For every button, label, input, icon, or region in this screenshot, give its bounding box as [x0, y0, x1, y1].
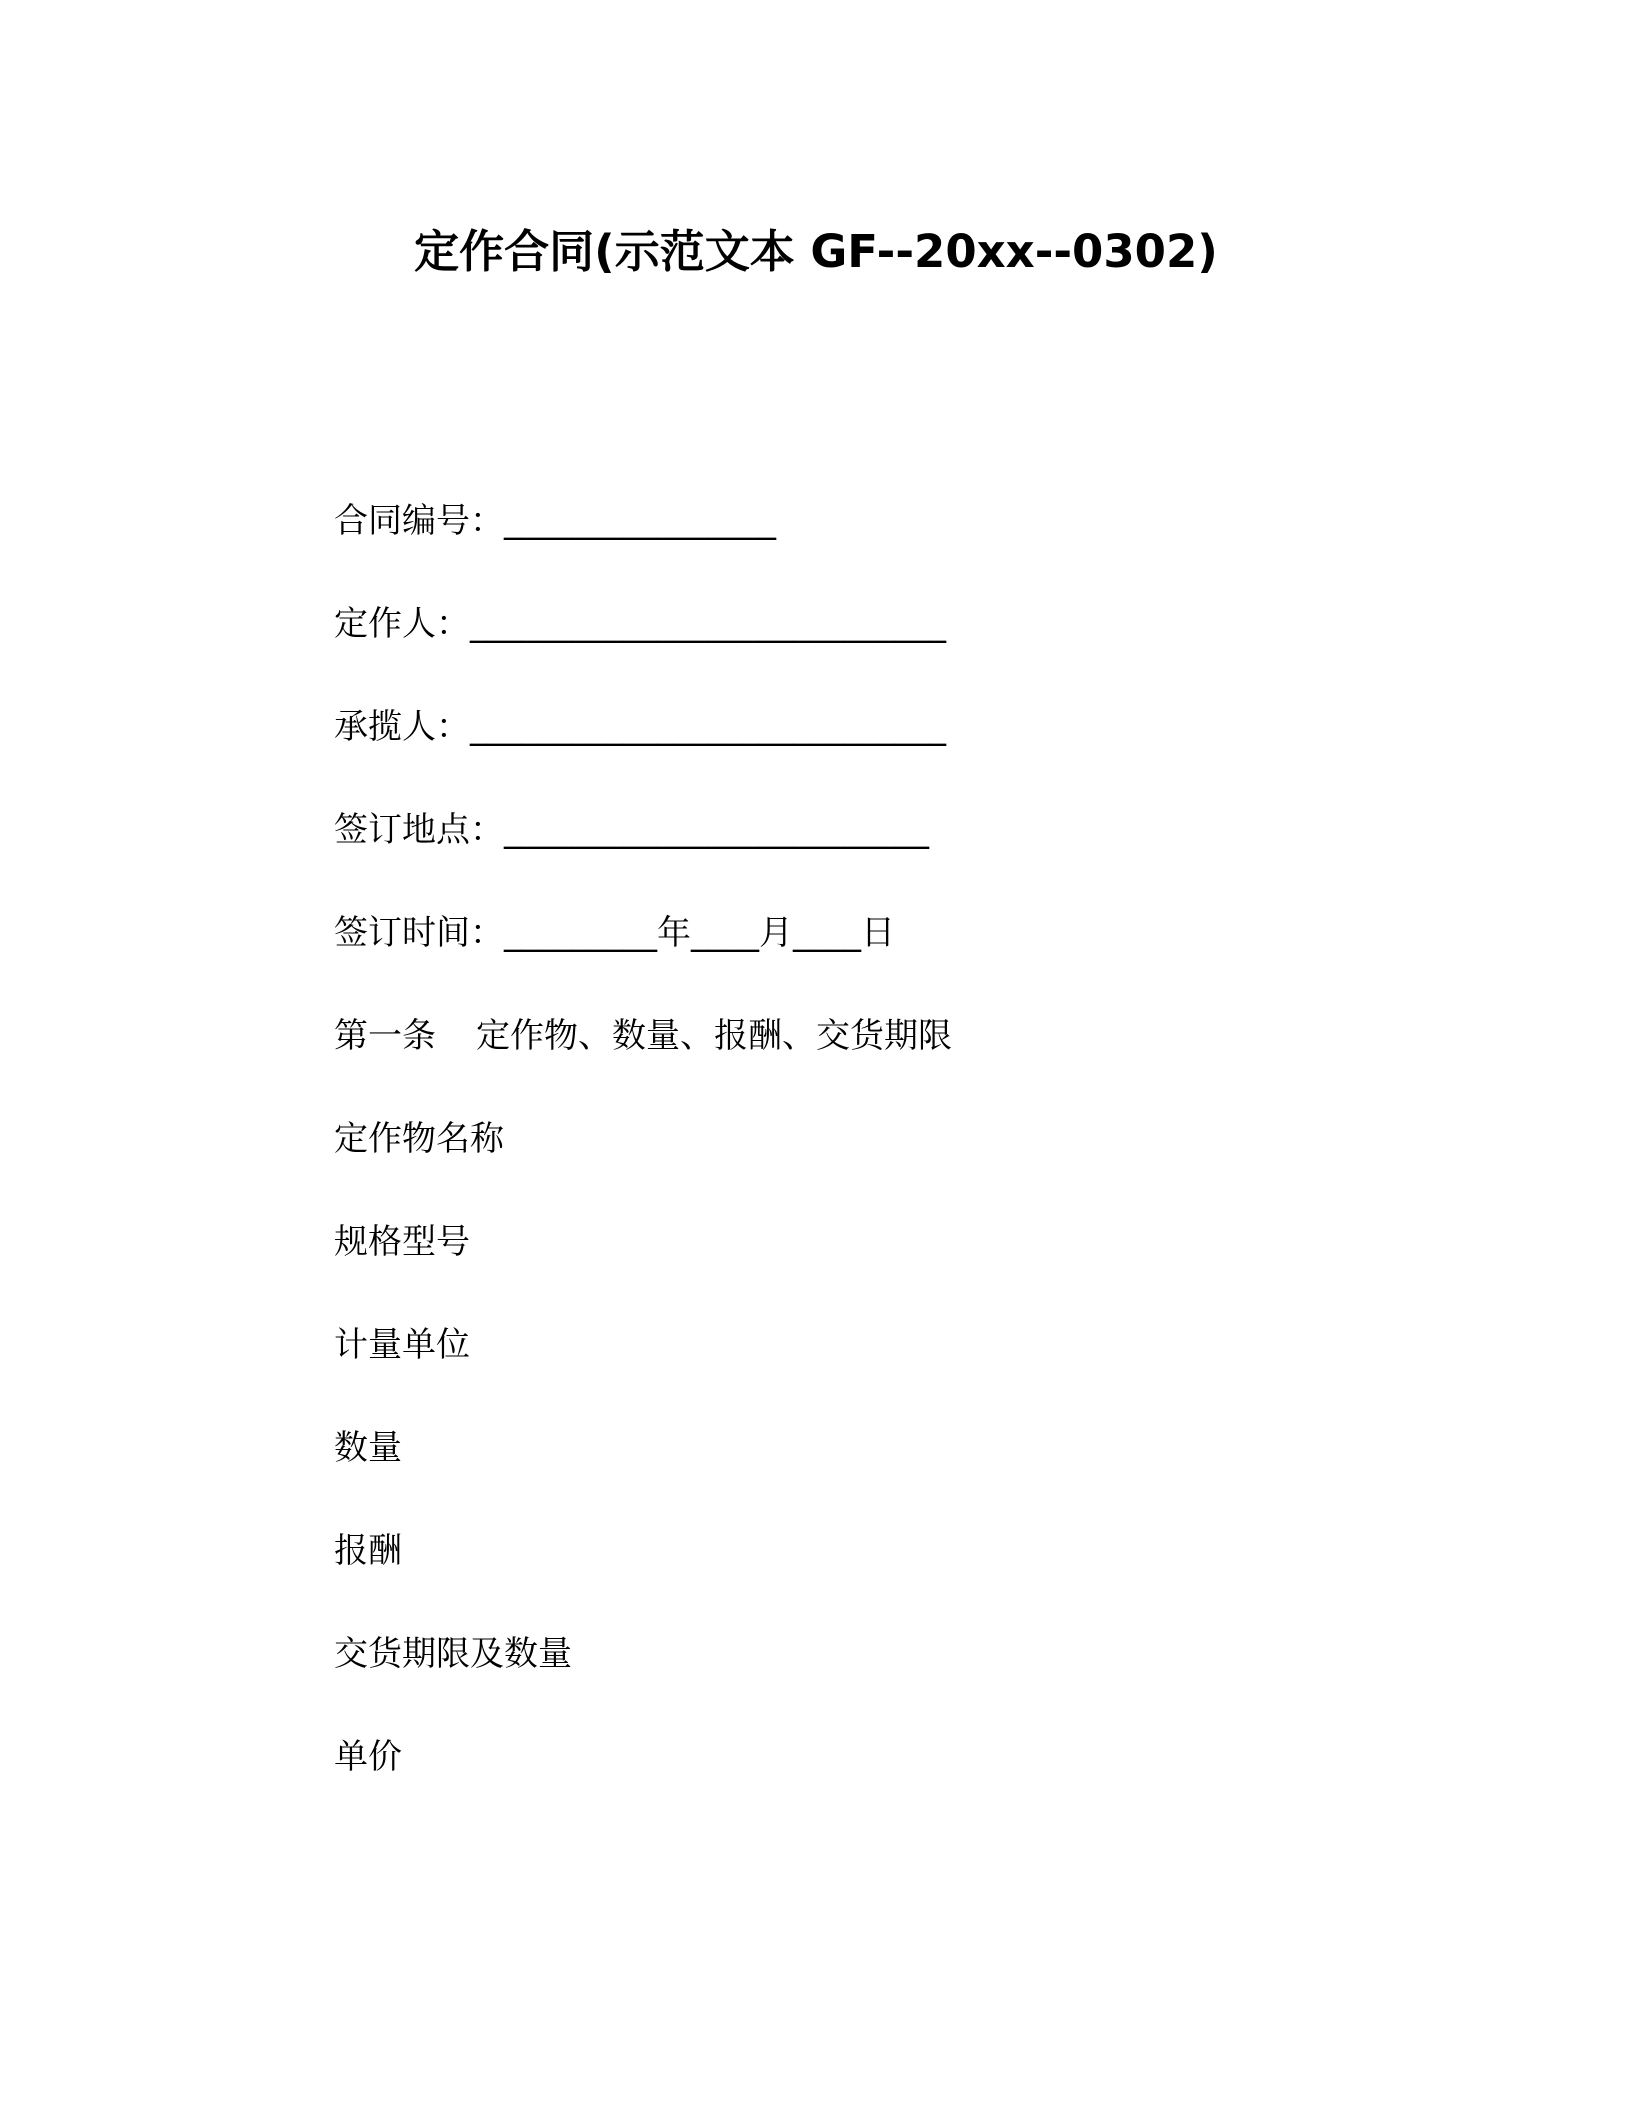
orderer-field: 定作人：____________________________ [334, 604, 946, 644]
item-spec-model: 规格型号 [334, 1222, 470, 1262]
item-quantity: 数量 [334, 1428, 402, 1468]
article-1-heading [334, 1012, 952, 1060]
item-delivery-period: 交货期限及数量 [334, 1634, 572, 1674]
article-1-title: 定作物、数量、报酬、交货期限 [476, 1016, 952, 1056]
sign-time-field: 签订时间：_________年____月____日 [334, 913, 895, 953]
item-unit-price: 单价 [334, 1737, 402, 1777]
contract-number-field: 合同编号：________________ [334, 501, 776, 541]
document-title: 定作合同(示范文本 GF--20xx--0302) [414, 225, 1218, 278]
item-product-name: 定作物名称 [334, 1119, 504, 1159]
sign-place-field: 签订地点：_________________________ [334, 810, 929, 850]
item-unit: 计量单位 [334, 1325, 470, 1365]
article-1-number: 第一条 [334, 1016, 436, 1056]
item-remuneration: 报酬 [334, 1531, 402, 1571]
contractor-field: 承揽人：____________________________ [334, 707, 946, 747]
